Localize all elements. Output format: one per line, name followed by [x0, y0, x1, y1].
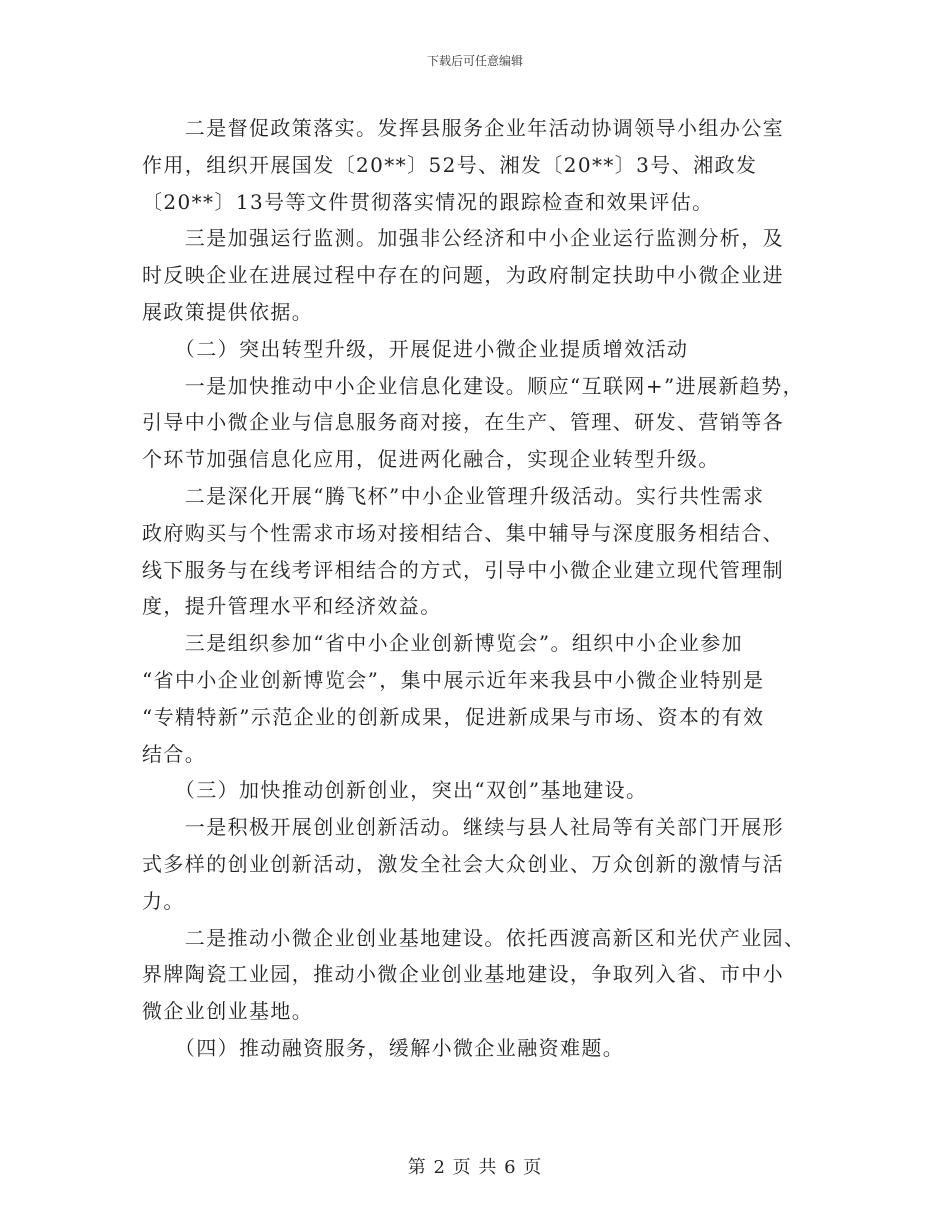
page-header: 下载后可任意编辑 — [426, 54, 523, 68]
text-line: 展政策提供依据。 — [142, 299, 314, 324]
text-line: 线下服务与在线考评相结合的方式，引导中小微企业建立现代管理制 — [142, 557, 784, 582]
text-line: 度，提升管理水平和经济效益。 — [142, 594, 442, 619]
section-heading — [142, 772, 818, 809]
section-heading — [142, 331, 818, 368]
paragraph — [142, 625, 818, 772]
text-line: （四）推动融资服务，缓解小微企业融资难题。 — [142, 1035, 625, 1060]
paragraph — [142, 809, 818, 919]
text-line: 二是督促政策落实。发挥县服务企业年活动协调领导小组办公室 — [142, 116, 784, 140]
text-line: （二）突出转型升级，开展促进小微企业提质增效活动 — [142, 336, 689, 361]
text-line: 结合。 — [142, 741, 207, 766]
document-body — [142, 110, 818, 1067]
text-line: 政府购买与个性需求市场对接相结合、集中辅导与深度服务相结合、 — [142, 520, 784, 545]
paragraph — [142, 220, 818, 330]
text-line: 引导中小微企业与信息服务商对接，在生产、管理、研发、营销等各 — [142, 410, 784, 435]
page-footer: 第 2 页 共 6 页 — [407, 1157, 543, 1178]
text-line: 三是组织参加“省中小企业创新博览会”。组织中小企业参加 — [142, 631, 744, 656]
text-line: 一是积极开展创业创新活动。继续与县人社局等有关部门开展形 — [142, 815, 784, 840]
text-line: 力。 — [142, 888, 185, 913]
text-line: 时反映企业在进展过程中存在的问题，为政府制定扶助中小微企业进 — [142, 263, 784, 288]
text-line: 〔20**〕13号等文件贯彻落实情况的跟踪检查和效果评估。 — [142, 189, 714, 214]
text-line: 作用，组织开展国发〔20**〕52号、湘发〔20**〕3号、湘政发 — [142, 152, 758, 177]
text-line: “专精特新”示范企业的创新成果，促进新成果与市场、资本的有效 — [142, 704, 765, 729]
text-line: 二是深化开展“腾飞杯”中小企业管理升级活动。实行共性需求 — [142, 483, 765, 508]
text-line: 一是加快推动中小企业信息化建设。顺应“互联网+”进展新趋势， — [142, 373, 805, 398]
section-heading — [142, 1030, 818, 1067]
paragraph — [142, 368, 818, 478]
text-line: 式多样的创业创新活动，激发全社会大众创业、万众创新的激情与活 — [142, 851, 784, 876]
paragraph — [142, 920, 818, 1030]
paragraph — [142, 110, 818, 220]
text-line: 界牌陶瓷工业园，推动小微企业创业基地建设，争取列入省、市中小 — [142, 962, 784, 987]
text-line: 微企业创业基地。 — [142, 999, 314, 1024]
text-line: 三是加强运行监测。加强非公经济和中小企业运行监测分析，及 — [142, 226, 784, 251]
text-line: “省中小企业创新博览会”，集中展示近年来我县中小微企业特别是 — [142, 667, 765, 692]
text-line: 个环节加强信息化应用，促进两化融合，实现企业转型升级。 — [142, 447, 720, 472]
text-line: 二是推动小微企业创业基地建设。依托西渡高新区和光伏产业园、 — [142, 925, 806, 950]
paragraph — [142, 478, 818, 625]
text-line: （三）加快推动创新创业，突出“双创”基地建设。 — [142, 778, 648, 803]
